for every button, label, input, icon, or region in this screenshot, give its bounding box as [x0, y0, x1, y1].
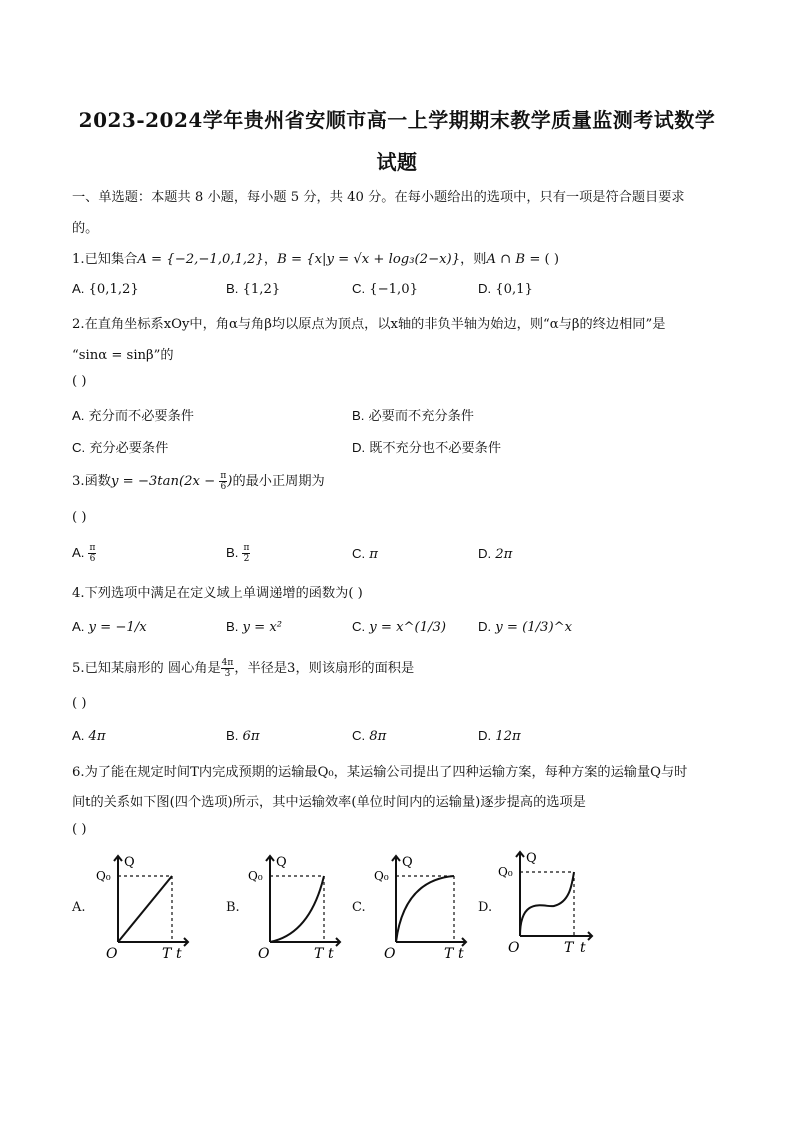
q2-option-a[interactable]: A. 充分而不必要条件 — [72, 408, 194, 424]
q3-fraction: $\frac{\pi}{6}$ — [220, 471, 227, 492]
label-t: t — [580, 940, 586, 956]
q1-post: ，则 — [460, 252, 487, 267]
exam-title-line2: 试题 — [376, 150, 418, 174]
exam-title-line1: 2023-2024学年贵州省安顺市高一上学期期末教学质量监测考试数学 — [78, 108, 716, 132]
curve — [118, 876, 172, 942]
label-t-cap: T — [314, 946, 324, 962]
q1-tail: = ( ) — [525, 252, 560, 267]
question-6-stem: 6.为了能在规定时间T内完成预期的运输最Q₀，某运输公司提出了四种运输方案，每种方案的运输量Q与时 — [72, 765, 688, 780]
curve — [270, 876, 324, 942]
q6-graph-c — [374, 852, 470, 964]
q5-option-c[interactable]: C. 8π — [352, 728, 387, 744]
q1-set-b: B = {x|y = √x + log₃(2−x)} — [277, 252, 461, 267]
q5-fraction: $\frac{4\pi}{3}$ — [221, 658, 234, 679]
q3-option-c[interactable]: C. π — [352, 546, 378, 562]
q6-graph-a — [96, 852, 192, 964]
q1-pre: 1.已知集合 — [72, 252, 138, 267]
section-instructions-cont: 的。 — [72, 221, 99, 236]
question-4-stem: 4.下列选项中满足在定义域上单调递增的函数为( ) — [72, 586, 363, 601]
q4-option-b[interactable]: B. y = x² — [226, 619, 283, 635]
q4-option-a[interactable]: A. y = −1/x — [72, 619, 147, 635]
q3-option-b[interactable]: B. $\frac{\pi}{2}$ — [226, 543, 250, 564]
label-t: t — [176, 946, 182, 962]
q6-option-d[interactable]: D. — [478, 900, 493, 915]
question-5-stem — [72, 657, 414, 679]
label-q: Q — [276, 855, 287, 870]
label-o: O — [508, 940, 520, 956]
label-q: Q — [526, 851, 537, 866]
q5-option-b[interactable]: B. 6π — [226, 728, 260, 744]
q2-answer-paren: ( ) — [72, 374, 87, 389]
q2-option-b[interactable]: B. 必要而不充分条件 — [352, 408, 474, 424]
q4-option-d[interactable]: D. y = (1/3)^x — [478, 619, 573, 635]
q6-option-a[interactable]: A. — [72, 900, 86, 915]
q2-option-c[interactable]: C. 充分必要条件 — [72, 440, 169, 456]
label-t: t — [458, 946, 464, 962]
label-q: Q — [402, 855, 413, 870]
label-t-cap: T — [444, 946, 454, 962]
label-o: O — [258, 946, 270, 962]
label-t-cap: T — [564, 940, 574, 956]
q3-post: 的最小正周期为 — [232, 474, 325, 489]
q5-option-a[interactable]: A. 4π — [72, 728, 106, 744]
q3-func: y = −3tan(2x − — [110, 474, 220, 489]
q1-option-a[interactable]: A. {0,1,2} — [72, 281, 139, 297]
label-o: O — [384, 946, 396, 962]
curve — [396, 876, 454, 942]
q6-answer-paren: ( ) — [72, 822, 87, 837]
label-q0: Q₀ — [96, 869, 111, 883]
label-q0: Q₀ — [374, 869, 389, 883]
q2-option-d[interactable]: D. 既不充分也不必要条件 — [352, 440, 502, 456]
label-t: t — [328, 946, 334, 962]
q1-set-a: A = {−2,−1,0,1,2} — [137, 252, 264, 267]
q3-answer-paren: ( ) — [72, 510, 87, 525]
q5-pre: 5.已知某扇形的 圆心角是 — [72, 661, 221, 676]
q1-sep: ， — [263, 252, 278, 267]
question-1-stem — [72, 248, 559, 267]
q5-post: ，半径是3，则该扇形的面积是 — [234, 661, 415, 676]
q6-graph-d — [498, 848, 598, 960]
q5-answer-paren: ( ) — [72, 696, 87, 711]
q6-graph-b — [248, 852, 344, 964]
q1-option-b[interactable]: B. {1,2} — [226, 281, 281, 297]
question-2-stem-cont: “sinα = sinβ”的 — [72, 348, 174, 363]
q1-expr: A ∩ B — [486, 252, 526, 267]
q3-option-a[interactable]: A. $\frac{\pi}{6}$ — [72, 543, 96, 564]
question-3-stem: 3.函数y = −3tan(2x − $\frac{\pi}{6}$ )的最小正周期为 — [72, 471, 325, 492]
q5-option-d[interactable]: D. 12π — [478, 728, 521, 744]
curve — [520, 872, 574, 936]
label-q0: Q₀ — [248, 869, 263, 883]
q3-option-d[interactable]: D. 2π — [478, 546, 513, 562]
section-instructions: 一、单选题：本题共 8 小题，每小题 5 分，共 40 分。在每小题给出的选项中，只有一项是符合题目要求 — [72, 190, 685, 205]
q6-option-c[interactable]: C. — [352, 900, 366, 915]
q1-option-c[interactable]: C. {−1,0} — [352, 281, 418, 297]
q6-option-b[interactable]: B. — [226, 900, 240, 915]
question-6-stem-cont: 间t的关系如下图(四个选项)所示，其中运输效率(单位时间内的运输量)逐步提高的选项是 — [72, 795, 586, 810]
label-o: O — [106, 946, 118, 962]
label-q0: Q₀ — [498, 865, 513, 879]
label-q: Q — [124, 855, 135, 870]
q3-pre: 3.函数 — [72, 474, 111, 489]
q1-option-d[interactable]: D. {0,1} — [478, 281, 533, 297]
label-t-cap: T — [162, 946, 172, 962]
question-2-stem: 2.在直角坐标系xOy中，角α与角β均以原点为顶点，以x轴的非负半轴为始边，则“α与β的终边相同”是 — [72, 317, 666, 332]
q4-option-c[interactable]: C. y = x^(1/3) — [352, 619, 447, 635]
